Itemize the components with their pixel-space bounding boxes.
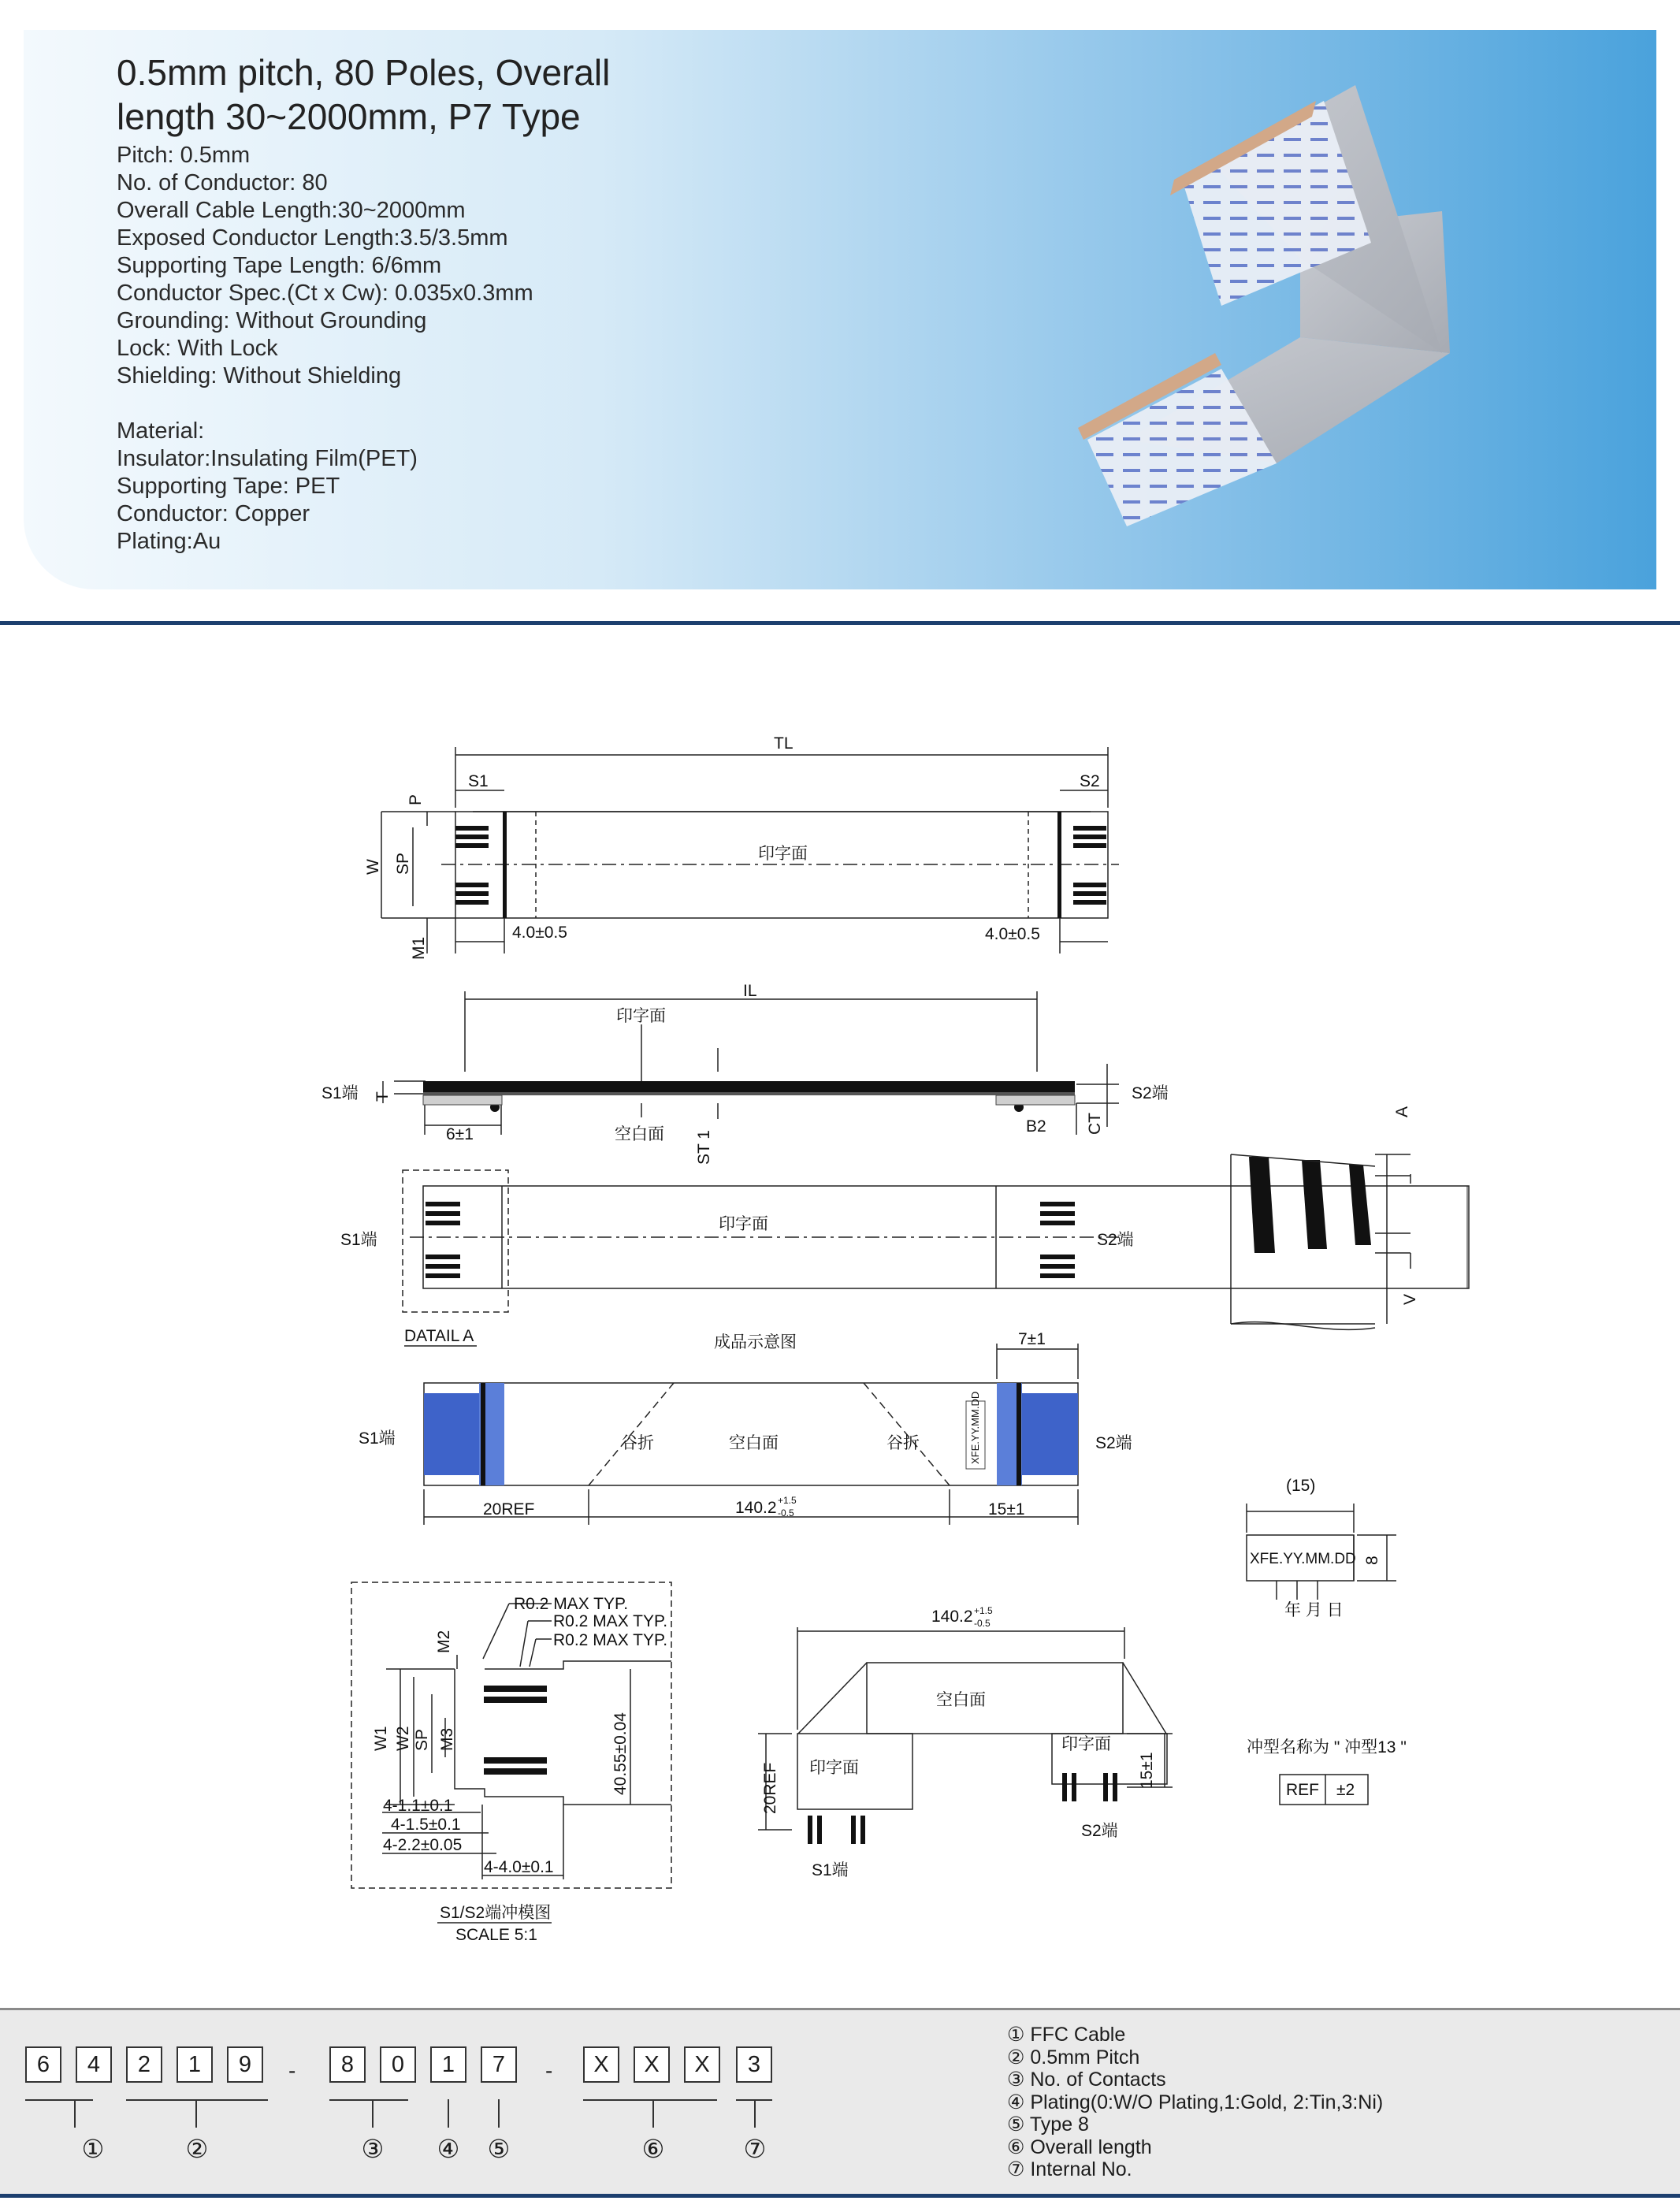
label-v: V [1401, 1293, 1419, 1305]
spec-shielding: Shielding: Without Shielding [117, 363, 402, 388]
label-4-1-5: 4-1.5±0.1 [391, 1816, 461, 1834]
label-tol-plus-1: +1.5 [778, 1495, 797, 1506]
material-heading: Material: [117, 418, 205, 444]
label-tol-plus-2: +1.5 [974, 1605, 993, 1616]
label-tol-minus-2: -0.5 [974, 1618, 991, 1629]
label-s1-end-3: S1端 [340, 1231, 377, 1249]
marker-3: ③ [361, 2135, 385, 2163]
code-digit-5: 9 [227, 2046, 263, 2083]
label-w2: W2 [394, 1726, 412, 1751]
label-b2: B2 [1026, 1117, 1046, 1136]
page-title [117, 50, 610, 139]
label-w: W [364, 859, 382, 875]
label-date-code-stiffener: XFE.YY.MM.DD [969, 1391, 981, 1464]
label-sp-2: SP [413, 1728, 431, 1751]
code-digit-6: 8 [329, 2046, 366, 2083]
label-4-4-0: 4-4.0±0.1 [484, 1858, 554, 1876]
cable-product-image [1040, 69, 1481, 542]
label-print-face-1: 印字面 [758, 845, 808, 863]
legend-item-2: ② 0.5mm Pitch [1007, 2046, 1140, 2069]
label-print-face-3: 印字面 [719, 1215, 768, 1233]
label-s1-end-4: S1端 [359, 1429, 396, 1448]
spec-tape-length: Supporting Tape Length: 6/6mm [117, 253, 442, 278]
legend-item-7: ⑦ Internal No. [1007, 2158, 1132, 2180]
code-digit-4: 1 [177, 2046, 213, 2083]
label-date-code-box: XFE.YY.MM.DD [1250, 1551, 1356, 1567]
label-detail-a: DATAIL A [404, 1327, 474, 1345]
spec-pitch: Pitch: 0.5mm [117, 143, 251, 168]
label-die-title: S1/S2端冲模图 [440, 1904, 552, 1922]
label-s2-end-7: S2端 [1081, 1822, 1118, 1840]
code-digit-12: X [684, 2046, 720, 2083]
spec-grounding: Grounding: Without Grounding [117, 308, 427, 333]
label-ymd: 年 月 日 [1284, 1601, 1344, 1619]
material-tape: Supporting Tape: PET [117, 474, 340, 499]
title-line-1: 0.5mm pitch, 80 Poles, Overall [117, 52, 611, 93]
label-w1: W1 [372, 1726, 390, 1751]
label-15: 15±1 [988, 1500, 1025, 1518]
label-punch-name: 冲型名称为 " 冲型13 " [1247, 1738, 1407, 1756]
marker-6: ⑥ [641, 2135, 665, 2163]
code-digit-3: 2 [126, 2046, 162, 2083]
label-s2: S2 [1080, 772, 1100, 790]
label-valley-fold-1: 谷折 [621, 1434, 654, 1452]
label-6: 6±1 [446, 1125, 474, 1143]
label-print-face-7b: 印字面 [1061, 1735, 1111, 1753]
label-valley-fold-2: 谷折 [886, 1434, 920, 1452]
label-r02-2: R0.2 MAX TYP. [553, 1612, 668, 1630]
label-4-0-right: 4.0±0.5 [985, 925, 1040, 943]
legend-item-3: ③ No. of Contacts [1007, 2069, 1166, 2091]
label-a: A [1393, 1106, 1411, 1117]
label-r02-3: R0.2 MAX TYP. [553, 1631, 668, 1649]
code-dash-2: - [545, 2058, 553, 2083]
technical-drawing [0, 709, 1680, 2002]
label-s2-end-4: S2端 [1095, 1434, 1132, 1452]
spec-lock: Lock: With Lock [117, 336, 278, 361]
part-code-area [0, 2008, 1680, 2196]
label-print-face-2: 印字面 [616, 1007, 666, 1025]
label-s1: S1 [468, 772, 489, 790]
label-s1-end-2: S1端 [322, 1084, 359, 1102]
marker-7: ⑦ [743, 2135, 767, 2163]
label-140-2-fold: 140.2 [931, 1608, 973, 1626]
code-digit-10: X [583, 2046, 619, 2083]
code-legend [1007, 2024, 1383, 2181]
label-4-1-1: 4-1.1±0.1 [383, 1797, 453, 1815]
label-s2-end-2: S2端 [1132, 1084, 1169, 1102]
marker-5: ⑤ [487, 2135, 511, 2163]
code-digit-11: X [634, 2046, 670, 2083]
label-product-view: 成品示意图 [714, 1333, 797, 1351]
code-digit-13: 3 [736, 2046, 772, 2083]
label-sp: SP [394, 852, 412, 875]
legend-item-1: ① FFC Cable [1007, 2024, 1126, 2046]
code-digit-9: 7 [481, 2046, 517, 2083]
spec-conductor: Conductor Spec.(Ct x Cw): 0.035x0.3mm [117, 281, 533, 306]
legend-item-6: ⑥ Overall length [1007, 2136, 1152, 2158]
label-8: 8 [1363, 1556, 1381, 1565]
material-insulator: Insulator:Insulating Film(PET) [117, 446, 418, 471]
label-tol-minus-1: -0.5 [778, 1507, 794, 1518]
label-4-2-2: 4-2.2±0.05 [383, 1836, 463, 1854]
label-blank-face-2: 空白面 [615, 1125, 664, 1143]
code-digit-7: 0 [380, 2046, 416, 2083]
label-p: P [407, 794, 425, 805]
code-digit-8: 1 [430, 2046, 466, 2083]
label-40-55: 40.55±0.04 [611, 1712, 630, 1795]
label-pm2: ±2 [1336, 1781, 1355, 1799]
label-m1: M1 [410, 936, 428, 960]
label-20ref: 20REF [483, 1500, 535, 1518]
label-print-face-7a: 印字面 [809, 1759, 859, 1777]
label-m3: M3 [438, 1727, 456, 1751]
code-digit-2: 4 [76, 2046, 112, 2083]
label-140-2: 140.2 [735, 1499, 777, 1517]
code-digit-1: 6 [25, 2046, 61, 2083]
divider-top [0, 621, 1680, 625]
material-plating: Plating:Au [117, 529, 221, 554]
label-ref: REF [1286, 1781, 1319, 1799]
spec-cable-length: Overall Cable Length:30~2000mm [117, 198, 466, 223]
label-st1: ST 1 [695, 1130, 713, 1165]
code-dash-1: - [288, 2058, 296, 2083]
label-4-0-left: 4.0±0.5 [512, 924, 567, 942]
label-t: T [374, 1091, 392, 1102]
label-20ref-fold: 20REF [761, 1762, 779, 1814]
spec-list [117, 142, 533, 556]
legend-item-5: ⑤ Type 8 [1007, 2113, 1089, 2136]
label-r02-1: R0.2 MAX TYP. [514, 1595, 629, 1613]
spec-conductors: No. of Conductor: 80 [117, 170, 328, 195]
label-7: 7±1 [1018, 1330, 1046, 1348]
label-blank-face-7: 空白面 [936, 1691, 986, 1709]
marker-2: ② [185, 2135, 209, 2163]
divider-bottom [0, 2194, 1680, 2198]
label-s2-end-3: S2端 [1097, 1231, 1134, 1249]
label-blank-face-4: 空白面 [729, 1434, 779, 1452]
header-banner [24, 30, 1656, 589]
marker-4: ④ [437, 2135, 460, 2163]
label-tl: TL [774, 734, 794, 753]
label-paren-15: (15) [1286, 1477, 1316, 1495]
label-ct: CT [1086, 1113, 1104, 1135]
marker-1: ① [81, 2135, 105, 2163]
material-conductor: Conductor: Copper [117, 501, 310, 526]
spec-exposed-length: Exposed Conductor Length:3.5/3.5mm [117, 225, 508, 251]
label-15-fold: 15±1 [1138, 1752, 1156, 1789]
label-s1-end-7: S1端 [812, 1861, 849, 1879]
title-line-2: length 30~2000mm, P7 Type [117, 96, 581, 137]
legend-item-4: ④ Plating(0:W/O Plating,1:Gold, 2:Tin,3:Ni) [1007, 2091, 1384, 2113]
label-il: IL [743, 982, 757, 1000]
label-scale: SCALE 5:1 [455, 1926, 537, 1944]
label-m2: M2 [435, 1630, 453, 1653]
